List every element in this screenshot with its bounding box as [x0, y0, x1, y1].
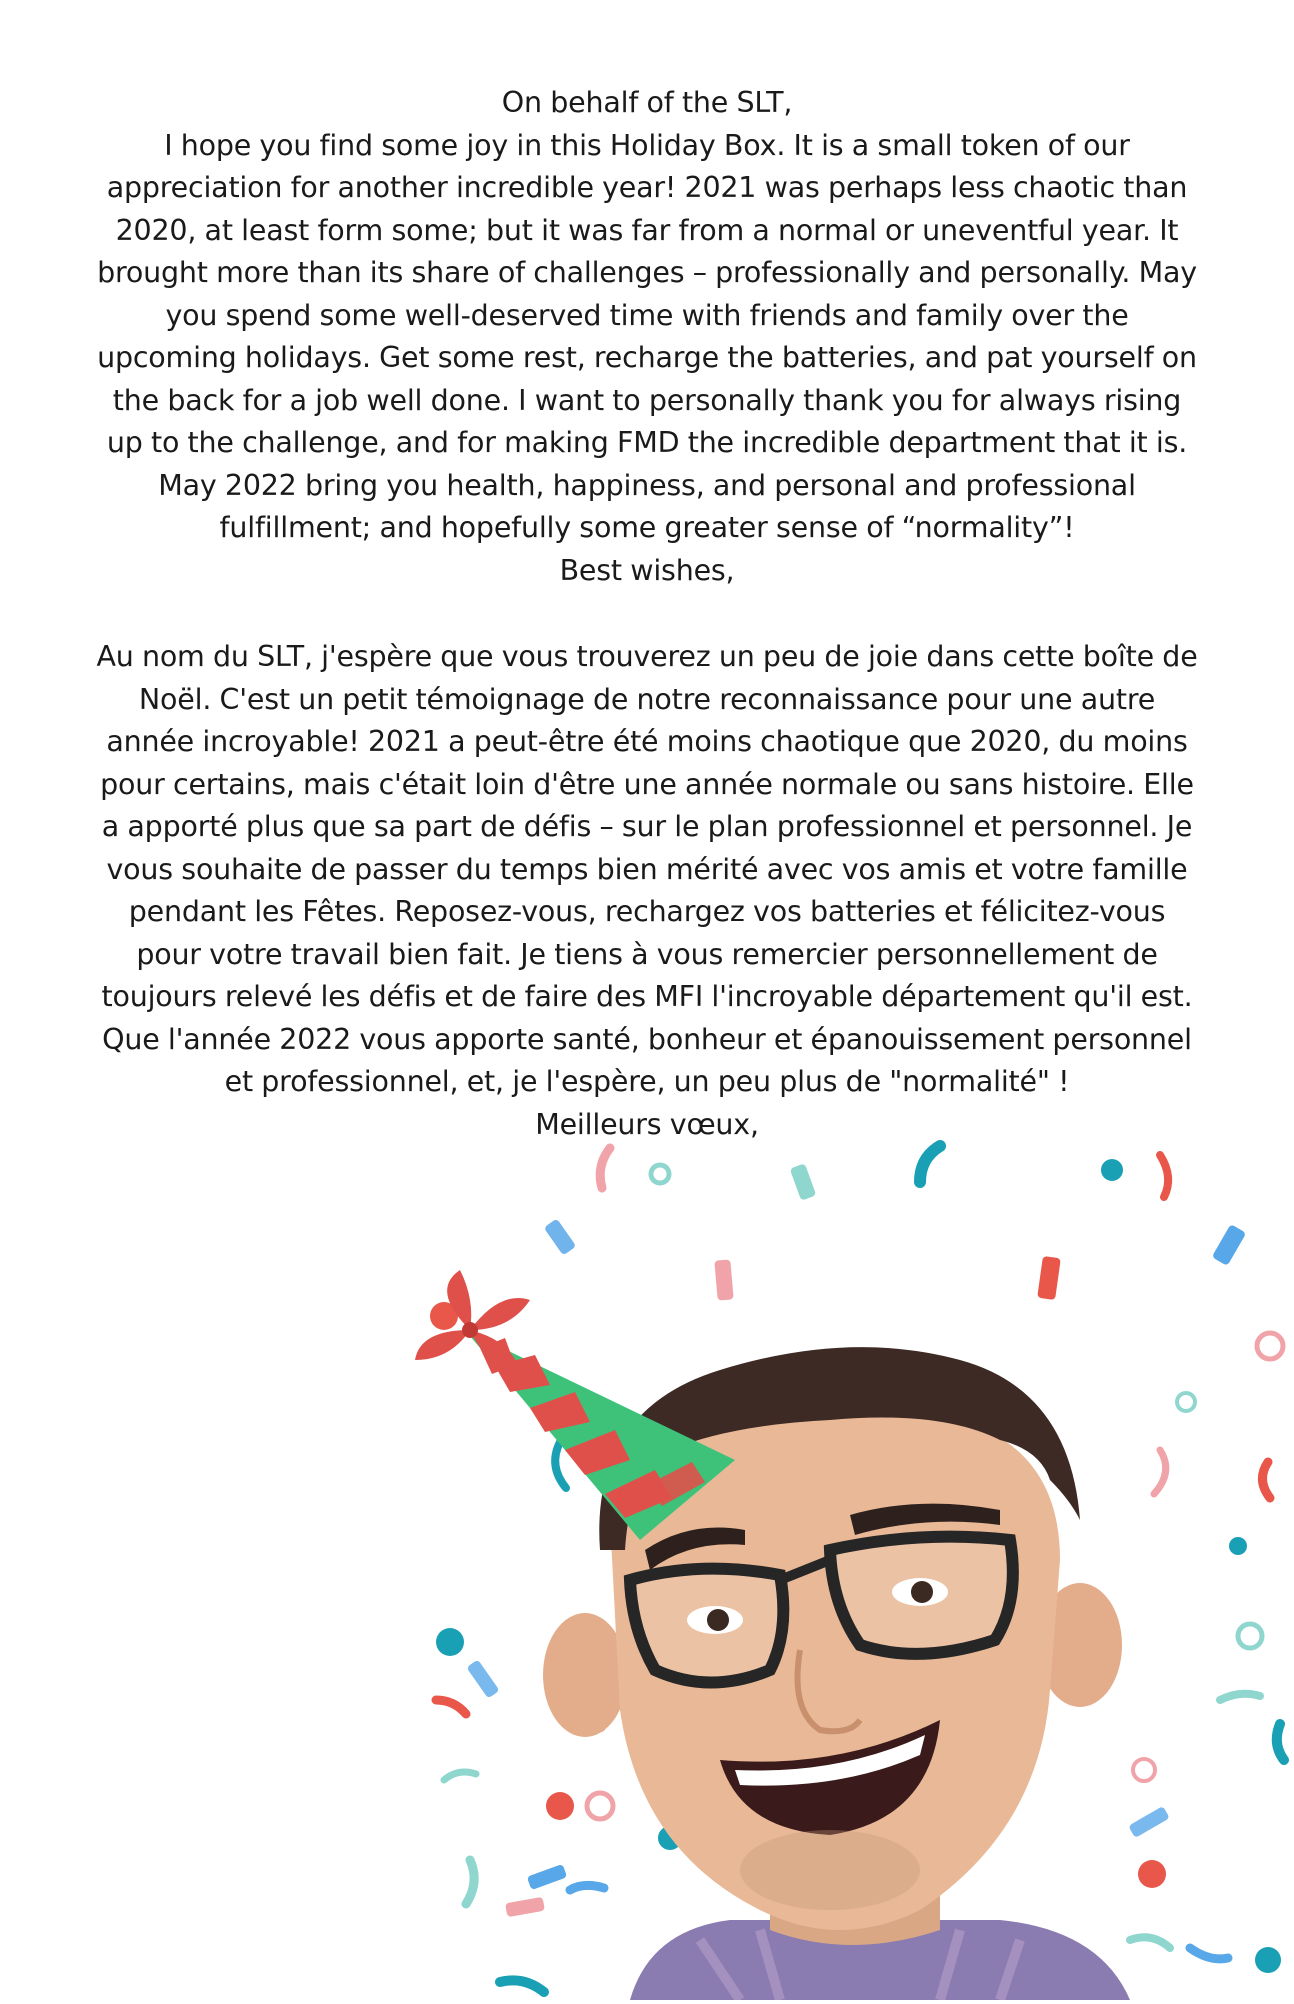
- french-message: [95, 636, 1199, 1146]
- english-signoff: Best wishes,: [559, 553, 735, 587]
- english-greeting: On behalf of the SLT,: [501, 86, 793, 119]
- french-signoff: Meilleurs vœux,: [535, 1107, 759, 1141]
- party-avatar-illustration: [400, 1130, 1294, 2000]
- english-body: I hope you find some joy in this Holiday Box. It is a small token of our appreciation for another incredible year! 2021 was perhaps less chaotic than 2020, at least form some; but it was far from a normal or uneventful year. It brought more than its share of challenges – professionally and personally. May you spend some well-deserved time with friends and family over the upcoming holidays. Get some rest, recharge the batteries, and pat yourself on the back for a job well done. I want to personally thank you for always rising up to the challenge, and for making FMD the incredible department that it is. May 2022 bring you health, happiness, and personal and professional fulfillment; and hopefully some greater sense of “normality”!: [97, 128, 1197, 544]
- party-avatar-icon: [400, 1130, 1294, 2000]
- english-message: [95, 82, 1199, 592]
- left-ear: [543, 1613, 627, 1737]
- french-body: Au nom du SLT, j'espère que vous trouverez un peu de joie dans cette boîte de Noël. C'est un petit témoignage de notre reconnaissance pour une autre année incroyable! 2021 a peut-être été moins chaotique que 2020, du moins pour certains, mais c'était loin d'être une année normale ou sans histoire. Elle a apporté plus que sa part de défis – sur le plan professionnel et personnel. Je vous souhaite de passer du temps bien mérité avec vos amis et votre famille pendant les Fêtes. Reposez-vous, rechargez vos batteries et félicitez-vous pour votre travail bien fait. Je tiens à vous remercier personnellement de toujours relevé les défis et de faire des MFI l'incroyable département qu'il est. Que l'année 2022 vous apporte santé, bonheur et épanouissement personnel et professionnel, et, je l'espère, un peu plus de "normalité" !: [96, 640, 1198, 1098]
